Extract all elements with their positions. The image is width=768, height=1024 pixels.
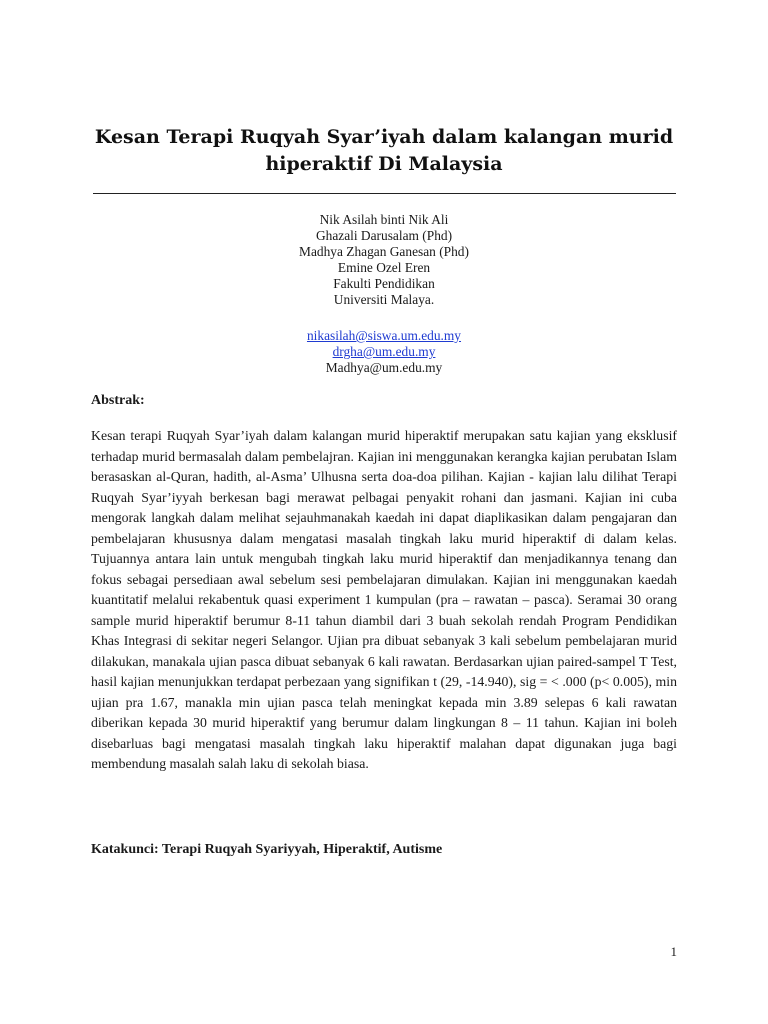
author-name: Ghazali Darusalam (Phd) [315, 228, 453, 244]
email-link-2[interactable]: drgha@um.edu.my [332, 344, 436, 360]
email-block [150, 328, 618, 377]
affiliation-faculty: Fakulti Pendidikan [333, 276, 435, 292]
affiliation-university: Universiti Malaya. [333, 292, 435, 308]
title-line-2: hiperaktif Di Malaysia [265, 153, 503, 175]
author-name: Emine Ozel Eren [337, 260, 431, 276]
keywords-line: Katakunci: Terapi Ruqyah Syariyyah, Hiperaktif, Autisme [91, 842, 443, 857]
email-text-3: Madhya@um.edu.my [325, 360, 443, 376]
author-name: Madhya Zhagan Ganesan (Phd) [299, 244, 469, 260]
page-number: 1 [670, 944, 677, 959]
author-block [150, 212, 618, 309]
title-line-1: Kesan Terapi Ruqyah Syar’iyah dalam kalangan murid [94, 126, 674, 148]
title-divider [93, 193, 676, 194]
abstract-heading: Abstrak: [91, 393, 145, 408]
paper-title [90, 124, 678, 178]
author-name: Nik Asilah binti Nik Ali [319, 212, 449, 227]
abstract-text: Kesan terapi Ruqyah Syar’iyah dalam kalangan murid hiperaktif merupakan satu kajian yang eksklusif terhadap murid bermasalah dalam pembelajran. Kajian ini menggunakan kerangka kajian perubatan Islam berasaskan al-Quran, hadith, al-Asma’ Ulhusna serta doa-doa pilihan. Kajian - kajian lalu dilihat Terapi Ruqyah Syar’iyyah berkesan bagi merawat pelbagai penyakit rohani dan jasmani. Kajian ini cuba mengorak langkah dalam melihat sejauhmanakah kaedah ini dapat diaplikasikan dalam pengajaran dan pembelajaran khususnya dalam mengatasi masalah tingkah laku murid hiperaktif di dalam kelas. Tujuannya antara lain untuk mengubah tingkah laku murid hiperaktif dan menjadikannya tenang dan fokus sebagai persediaan awal sebelum sesi pembelajaran dimulakan. Kajian ini menggunakan kaedah kuantitatif melalui rekabentuk quasi experiment 1 kumpulan (pra – rawatan – pasca). Seramai 30 orang sample murid hiperaktif berumur 8-11 tahun diambil dari 3 buah sekolah rendah Program Pendidikan Khas Integrasi di sekitar negeri Selangor. Ujian pra dibuat sebanyak 3 kali sebelum pembelajaran murid dilakukan, manakala ujian pasca dibuat sebanyak 6 kali rawatan. Berdasarkan ujian paired-sampel T Test, hasil kajian menunjukkan terdapat perbezaan yang signifikan t (29, -14.940), sig = < .000 (p< 0.005), min ujian pra 1.67, manakla min ujian pasca telah meningkat kepada min 3.89 selepas 6 kali rawatan diberikan kepada 30 murid hiperaktif yang berumur dalam lingkungan 8 – 11 tahun. Kajian ini boleh disebarluas bagi mengatasi masalah tingkah laku hiperaktif malahan dapat digunakan juga bagi membendung masalah salah laku di sekolah biasa. [91, 428, 677, 771]
email-link-1[interactable]: nikasilah@siswa.um.edu.my [306, 328, 462, 343]
